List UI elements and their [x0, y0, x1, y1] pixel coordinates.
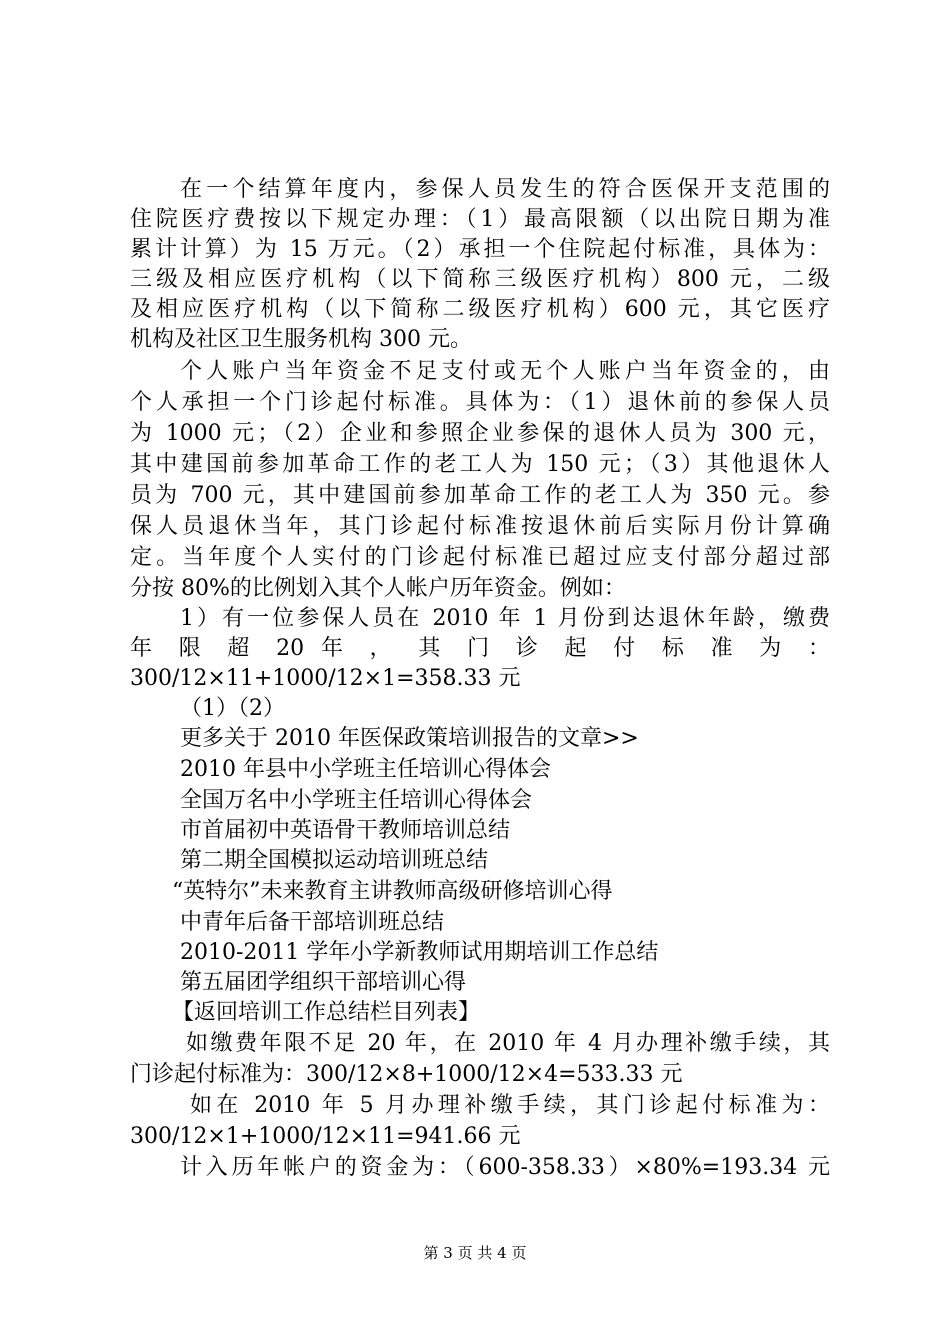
related-article-link[interactable]: 第二期全国模拟运动培训班总结 — [180, 848, 489, 873]
related-article-link[interactable]: “英特尔”未来教育主讲教师高级研修培训心得 — [172, 879, 613, 904]
paragraph-line: 300/12×11+1000/12×1=358.33 元 — [130, 666, 521, 691]
paragraph-line: 三级及相应医疗机构（以下简称三级医疗机构）800 元，二级 — [130, 267, 830, 292]
paragraph-line: 定。当年度个人实付的门诊起付标准已超过应支付部分超过部 — [130, 545, 830, 570]
page-footer: 第 3 页 共 4 页 — [423, 1244, 527, 1262]
related-articles-link[interactable]: 更多关于 2010 年医保政策培训报告的文章>> — [180, 726, 639, 751]
paragraph-line: 累计计算）为 15 万元。（2）承担一个住院起付标准，具体为： — [130, 237, 830, 262]
paragraph-line: 及相应医疗机构（以下简称二级医疗机构）600 元，其它医疗 — [130, 297, 830, 322]
paragraph-line: 其中建国前参加革命工作的老工人为 150 元；（3）其他退休人 — [130, 452, 830, 477]
paragraph-line: 保人员退休当年，其门诊起付标准按退休前后实际月份计算确 — [130, 514, 830, 539]
paragraph-line: 如缴费年限不足 20 年，在 2010 年 4 月办理补缴手续，其 — [186, 1031, 830, 1056]
paragraph-line: 1）有一位参保人员在 2010 年 1 月份到达退休年龄，缴费 — [180, 606, 830, 631]
paragraph-line: 员为 700 元，其中建国前参加革命工作的老工人为 350 元。参 — [130, 483, 830, 508]
paragraph-line: 计入历年帐户的资金为：（600-358.33）×80%=193.34 元 — [180, 1155, 830, 1180]
paragraph-line: 机构及社区卫生服务机构 300 元。 — [130, 327, 472, 352]
related-article-link[interactable]: 第五届团学组织干部培训心得 — [180, 970, 467, 995]
paragraph-line: （1）（2） — [180, 696, 285, 721]
related-article-link[interactable]: 市首届初中英语骨干教师培训总结 — [180, 818, 511, 843]
paragraph-line: 个人承担一个门诊起付标准。具体为：（1）退休前的参保人员 — [130, 390, 830, 415]
return-to-list-link[interactable]: 【返回培训工作总结栏目列表】 — [172, 1000, 481, 1025]
paragraph-line: 个人账户当年资金不足支付或无个人账户当年资金的，由 — [180, 359, 830, 384]
paragraph-line: 分按 80%的比例划入其个人帐户历年资金。例如： — [130, 576, 626, 601]
related-article-link[interactable]: 中青年后备干部培训班总结 — [180, 910, 445, 935]
paragraph-line: 为 1000 元；（2）企业和参照企业参保的退休人员为 300 元， — [130, 421, 830, 446]
paragraph-line: 如在 2010 年 5 月办理补缴手续，其门诊起付标准为： — [190, 1093, 830, 1118]
paragraph-line: 住院医疗费按以下规定办理：（1）最高限额（以出院日期为准 — [130, 207, 830, 232]
paragraph-line: 300/12×1+1000/12×11=941.66 元 — [130, 1124, 521, 1149]
paragraph-line: 年 限 超 20 年 ， 其 门 诊 起 付 标 准 为 ： — [130, 636, 830, 661]
paragraph-line: 门诊起付标准为：300/12×8+1000/12×4=533.33 元 — [130, 1062, 683, 1087]
related-article-link[interactable]: 全国万名中小学班主任培训心得体会 — [180, 788, 533, 813]
paragraph-line: 在一个结算年度内，参保人员发生的符合医保开支范围的 — [180, 177, 830, 202]
related-article-link[interactable]: 2010 年县中小学班主任培训心得体会 — [180, 757, 551, 782]
related-article-link[interactable]: 2010-2011 学年小学新教师试用期培训工作总结 — [180, 940, 659, 965]
